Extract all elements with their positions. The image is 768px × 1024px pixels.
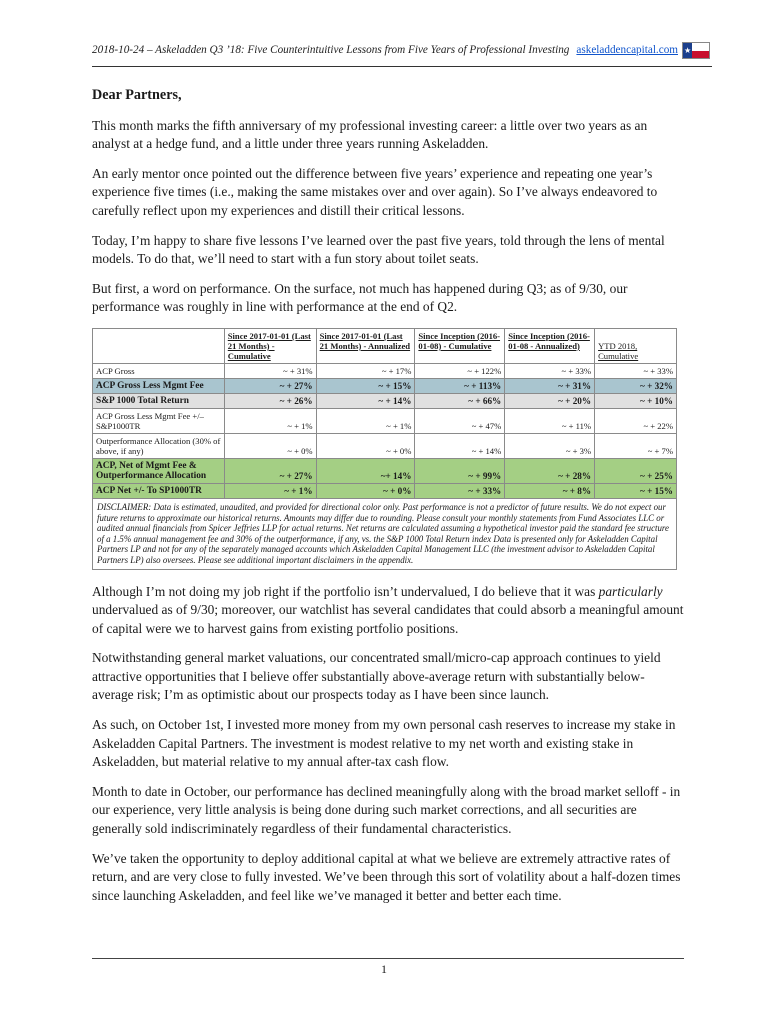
table-cell: ~ + 1% — [316, 408, 415, 433]
paragraph-text: Although I’m not doing my job right if the portfolio isn’t undervalued, I do believe that it was — [92, 583, 599, 599]
table-cell: ~ + 14% — [316, 393, 415, 408]
paragraph — [92, 583, 684, 639]
disclaimer-row — [93, 498, 677, 569]
table-row — [93, 458, 677, 483]
paragraph: Notwithstanding general market valuations, our concentrated small/micro-cap approach continues to yield attractive opportunities that I believe offer substantially above-average return with substantially below-average risk; I’m as optimistic about our prospects today as I have been since launch. — [92, 650, 661, 703]
emphasis-text: particularly — [598, 583, 663, 599]
website-link[interactable]: askeladdencapital.com — [576, 44, 678, 56]
table-cell: ~ + 31% — [224, 363, 316, 378]
salutation: Dear Partners, — [92, 87, 182, 103]
table-cell: ~ + 14% — [415, 433, 505, 458]
disclaimer-text: DISCLAIMER: Data is estimated, unaudited, and provided for directional color only. Past performance is not a predictor of future results. We do not expect our future returns to approximate our historical returns. Amounts may differ due to rounding. Please consult your monthly statements from Fund Associates LLC or audited annual financials from Spicer Jeffries LLP for actual returns. Net returns are calculated assuming a hypothetical investor paid the standard fee structure of a 1.5% annual management fee and 30% of the outperformance, if any, vs. the S&P 1000 Total Return index Data is presented only for Askeladden Capital Partners LP and not for any of the separately managed accounts which Askeladden Capital Management LLC (the investment advisor to Askeladden Capital Partners LP) also oversees. Please see additional important disclaimers in the appendix. — [93, 498, 677, 569]
paragraph: But first, a word on performance. On the surface, not much has happened during Q3; as of 9/30, our performance was roughly in line with performance at the end of Q2. — [92, 280, 628, 315]
paragraph: This month marks the fifth anniversary of my professional investing career: a little over two years as an analyst at a hedge fund, and a little under three years running Askeladden. — [92, 117, 648, 152]
table-cell: ~ + 11% — [505, 408, 595, 433]
page-number: 1 — [381, 962, 387, 976]
table-cell: ~ + 99% — [415, 458, 505, 483]
table-cell: ~ + 122% — [415, 363, 505, 378]
table-row — [93, 433, 677, 458]
row-label: ACP Net +/- To SP1000TR — [93, 483, 225, 498]
table-cell: ~ + 27% — [224, 378, 316, 393]
table-cell: ~ + 22% — [595, 408, 677, 433]
table-cell: ~ + 33% — [415, 483, 505, 498]
page-header — [92, 40, 712, 67]
footer-rule — [92, 958, 684, 959]
paragraph-text: undervalued as of 9/30; moreover, our watchlist has several candidates that could absorb a meaningful amount of capital were we to harvest gains from existing portfolio positions. — [92, 602, 684, 636]
paragraph: As such, on October 1st, I invested more money from my own personal cash reserves to increase my stake in Askeladden Capital Partners. The investment is modest relative to my net worth and existing stake in Askeladden, but material relative to my annual after-tax cash flow. — [92, 717, 676, 770]
paragraph: Month to date in October, our performance has declined meaningfully along with the broad market selloff - in our experience, very little analysis is being done during such market corrections, and all securities are generally sold indiscriminately regardless of their fundamental characteristics. — [92, 783, 681, 837]
table-cell: ~ + 47% — [415, 408, 505, 433]
table-header-corner — [93, 328, 225, 363]
table-row — [93, 363, 677, 378]
table-row — [93, 393, 677, 408]
table-cell: ~ + 15% — [316, 378, 415, 393]
table-cell: ~ + 25% — [595, 458, 677, 483]
table-cell: ~ + 0% — [316, 483, 415, 498]
table-cell: ~ + 33% — [595, 363, 677, 378]
table-header-row — [93, 328, 677, 363]
row-label: ACP Gross Less Mgmt Fee — [93, 378, 225, 393]
table-cell: ~ + 7% — [595, 433, 677, 458]
paragraph: Today, I’m happy to share five lessons I’ve learned over the past five years, told through the lens of mental models. To do that, we’ll need to start with a fun story about toilet seats. — [92, 232, 665, 267]
table-cell: ~ + 8% — [505, 483, 595, 498]
table-cell: ~ + 32% — [595, 378, 677, 393]
table-cell: ~ + 0% — [316, 433, 415, 458]
table-cell: ~ + 1% — [224, 408, 316, 433]
table-cell: ~ + 26% — [224, 393, 316, 408]
table-cell: ~ + 0% — [224, 433, 316, 458]
paragraph: An early mentor once pointed out the difference between five years’ experience and repeating one year’s experience five times (i.e., making the same mistakes over and over again). So I’ve always endeavored to carefully reflect upon my experiences and distill their critical lessons. — [92, 165, 658, 218]
table-cell: ~ + 1% — [224, 483, 316, 498]
table-row — [93, 408, 677, 433]
texas-flag-icon: ★ — [682, 42, 710, 59]
table-cell: ~ + 17% — [316, 363, 415, 378]
table-cell: ~ + 10% — [595, 393, 677, 408]
table-cell: ~ + 31% — [505, 378, 595, 393]
paragraph: We’ve taken the opportunity to deploy additional capital at what we believe are extremely attractive rates of return, and are very close to fully invested. We’ve been through this sort of volatility about a half-dozen times since launching Askeladden, and feel like we’ve managed it better and better each time. — [92, 850, 681, 903]
table-cell: ~ + 66% — [415, 393, 505, 408]
column-header: Since 2017-01-01 (Last 21 Months) - Cumulative — [224, 328, 316, 363]
table-cell: ~+ 14% — [316, 458, 415, 483]
column-header: Since 2017-01-01 (Last 21 Months) - Annualized — [316, 328, 415, 363]
table-cell: ~ + 113% — [415, 378, 505, 393]
row-label: ACP, Net of Mgmt Fee & Outperformance Allocation — [93, 458, 225, 483]
row-label: ACP Gross Less Mgmt Fee +/– S&P1000TR — [93, 408, 225, 433]
table-row — [93, 378, 677, 393]
column-header: YTD 2018, Cumulative — [595, 328, 677, 363]
table-cell: ~ + 15% — [595, 483, 677, 498]
row-label: ACP Gross — [93, 363, 225, 378]
document-title: 2018-10-24 – Askeladden Q3 ’18: Five Counterintuitive Lessons from Five Years of Professional Investing — [92, 44, 570, 56]
row-label: S&P 1000 Total Return — [93, 393, 225, 408]
table-cell: ~ + 33% — [505, 363, 595, 378]
performance-table — [92, 328, 677, 570]
table-cell: ~ + 3% — [505, 433, 595, 458]
table-row — [93, 483, 677, 498]
table-cell: ~ + 27% — [224, 458, 316, 483]
table-cell: ~ + 20% — [505, 393, 595, 408]
table-cell: ~ + 28% — [505, 458, 595, 483]
column-header: Since Inception (2016-01-08) - Cumulative — [415, 328, 505, 363]
letter-body — [92, 86, 684, 916]
column-header: Since Inception (2016-01-08 - Annualized) — [505, 328, 595, 363]
row-label: Outperformance Allocation (30% of above, if any) — [93, 433, 225, 458]
